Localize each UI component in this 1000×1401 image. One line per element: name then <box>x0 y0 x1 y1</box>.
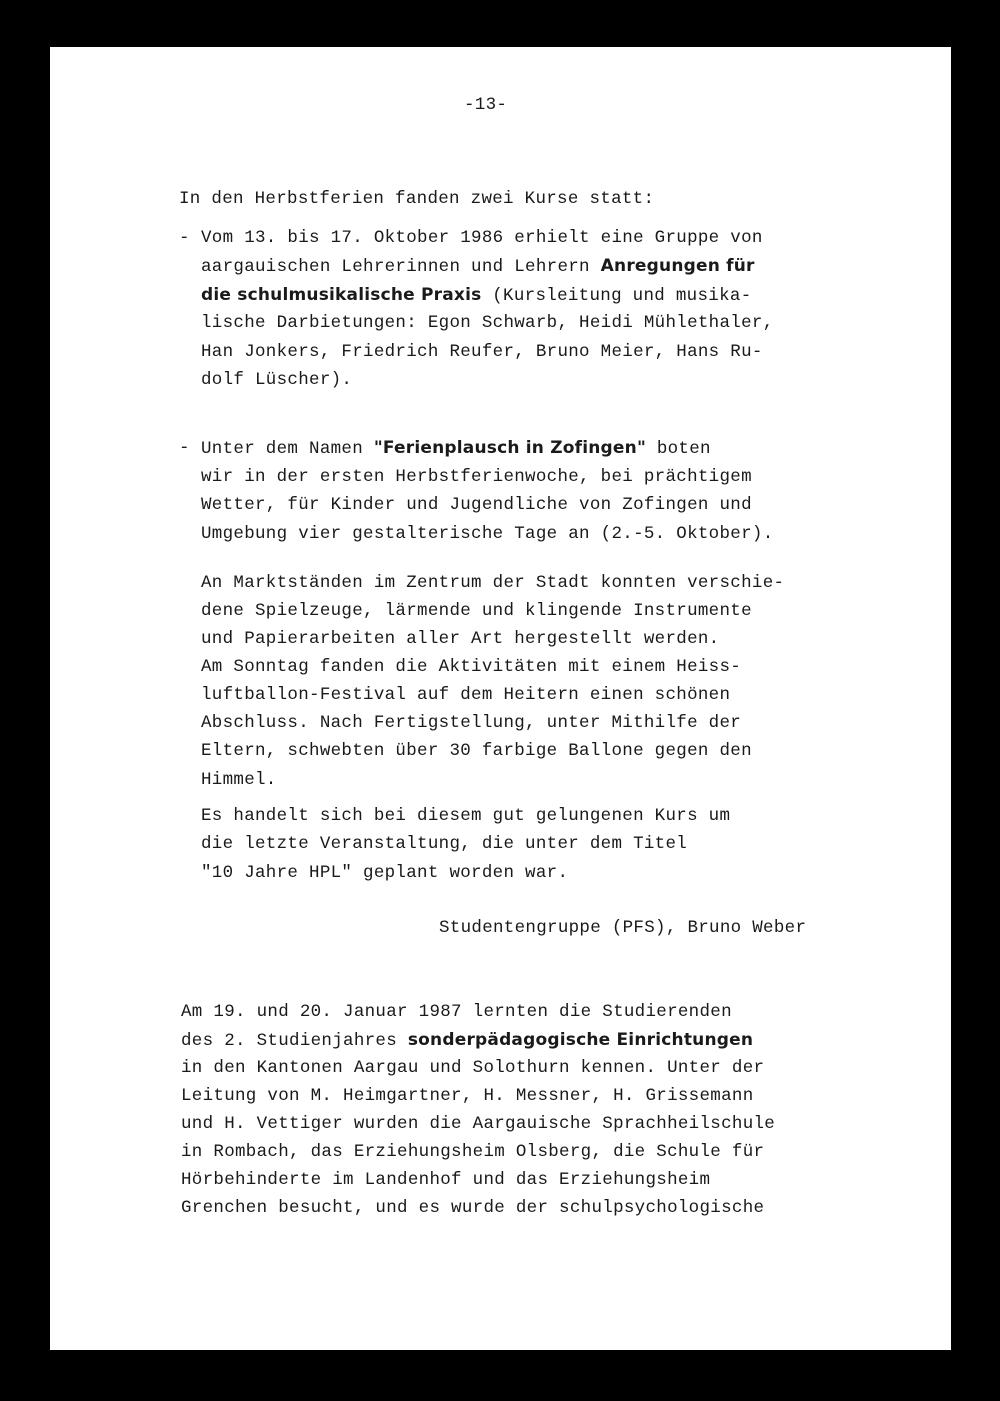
document-page <box>50 47 951 1350</box>
course2-para2-line8: Himmel. <box>201 770 277 790</box>
course1-title-part2: die schulmusikalische Praxis <box>201 285 482 305</box>
course2-line2: wir in der ersten Herbstferienwoche, bei prächtigem <box>201 467 752 487</box>
course2-para3-line3: "10 Jahre HPL" geplant worden war. <box>201 863 569 883</box>
january-line2-text: des 2. Studienjahres <box>181 1031 408 1051</box>
course1-line5: Han Jonkers, Friedrich Reufer, Bruno Meier, Hans Ru- <box>201 342 763 362</box>
signature: Studentengruppe (PFS), Bruno Weber <box>439 918 807 938</box>
page-number: -13- <box>464 95 508 115</box>
january-line3: in den Kantonen Aargau und Solothurn kennen. Unter der <box>181 1058 765 1078</box>
january-line2 <box>181 1030 753 1051</box>
january-line7: Hörbehinderte im Landenhof und das Erziehungsheim <box>181 1170 711 1190</box>
course1-line3-text: (Kursleitung und musika- <box>481 286 752 306</box>
course2-line3: Wetter, für Kinder und Jugendliche von Zofingen und <box>201 495 752 515</box>
course2-para3-line2: die letzte Veranstaltung, die unter dem Titel <box>201 834 688 854</box>
course1-line3 <box>201 285 752 306</box>
course2-line1-end: boten <box>646 439 711 459</box>
january-line1: Am 19. und 20. Januar 1987 lernten die Studierenden <box>181 1002 732 1022</box>
course2-para2-line2: dene Spielzeuge, lärmende und klingende Instrumente <box>201 601 752 621</box>
course2-para2-line6: Abschluss. Nach Fertigstellung, unter Mithilfe der <box>201 713 742 733</box>
january-line6: in Rombach, das Erziehungsheim Olsberg, die Schule für <box>181 1142 765 1162</box>
course2-para2-line3: und Papierarbeiten aller Art hergestellt werden. <box>201 629 720 649</box>
course1-line2-text: aargauischen Lehrerinnen und Lehrern <box>201 257 601 277</box>
january-line5: und H. Vettiger wurden die Aargauische Sprachheilschule <box>181 1114 776 1134</box>
course2-title: "Ferienplausch in Zofingen" <box>373 438 647 458</box>
course1-line6: dolf Lüscher). <box>201 370 353 390</box>
course2-para3-line1: Es handelt sich bei diesem gut gelungenen Kurs um <box>201 806 731 826</box>
course2-para2-line1: An Marktständen im Zentrum der Stadt konnten verschie- <box>201 573 785 593</box>
course2-line1-text: Unter dem Namen <box>201 439 374 459</box>
course2-bullet: - <box>179 438 190 458</box>
january-line4: Leitung von M. Heimgartner, H. Messner, H. Grissemann <box>181 1086 754 1106</box>
course2-line1 <box>201 438 711 459</box>
intro-line: In den Herbstferien fanden zwei Kurse statt: <box>179 189 655 209</box>
course2-line4: Umgebung vier gestalterische Tage an (2.-5. Oktober). <box>201 524 774 544</box>
january-line8: Grenchen besucht, und es wurde der schulpsychologische <box>181 1198 765 1218</box>
course1-bullet: - <box>179 228 190 248</box>
course2-para2-line5: luftballon-Festival auf dem Heitern einen schönen <box>201 685 731 705</box>
course1-line4: lische Darbietungen: Egon Schwarb, Heidi Mühlethaler, <box>201 313 774 333</box>
course1-line1: Vom 13. bis 17. Oktober 1986 erhielt eine Gruppe von <box>201 228 763 248</box>
january-title: sonderpädagogische Einrichtungen <box>407 1030 754 1050</box>
course2-para2-line4: Am Sonntag fanden die Aktivitäten mit einem Heiss- <box>201 657 742 677</box>
course2-para2-line7: Eltern, schwebten über 30 farbige Ballone gegen den <box>201 741 752 761</box>
course1-title-part1: Anregungen für <box>600 256 755 276</box>
course1-line2 <box>201 256 755 277</box>
